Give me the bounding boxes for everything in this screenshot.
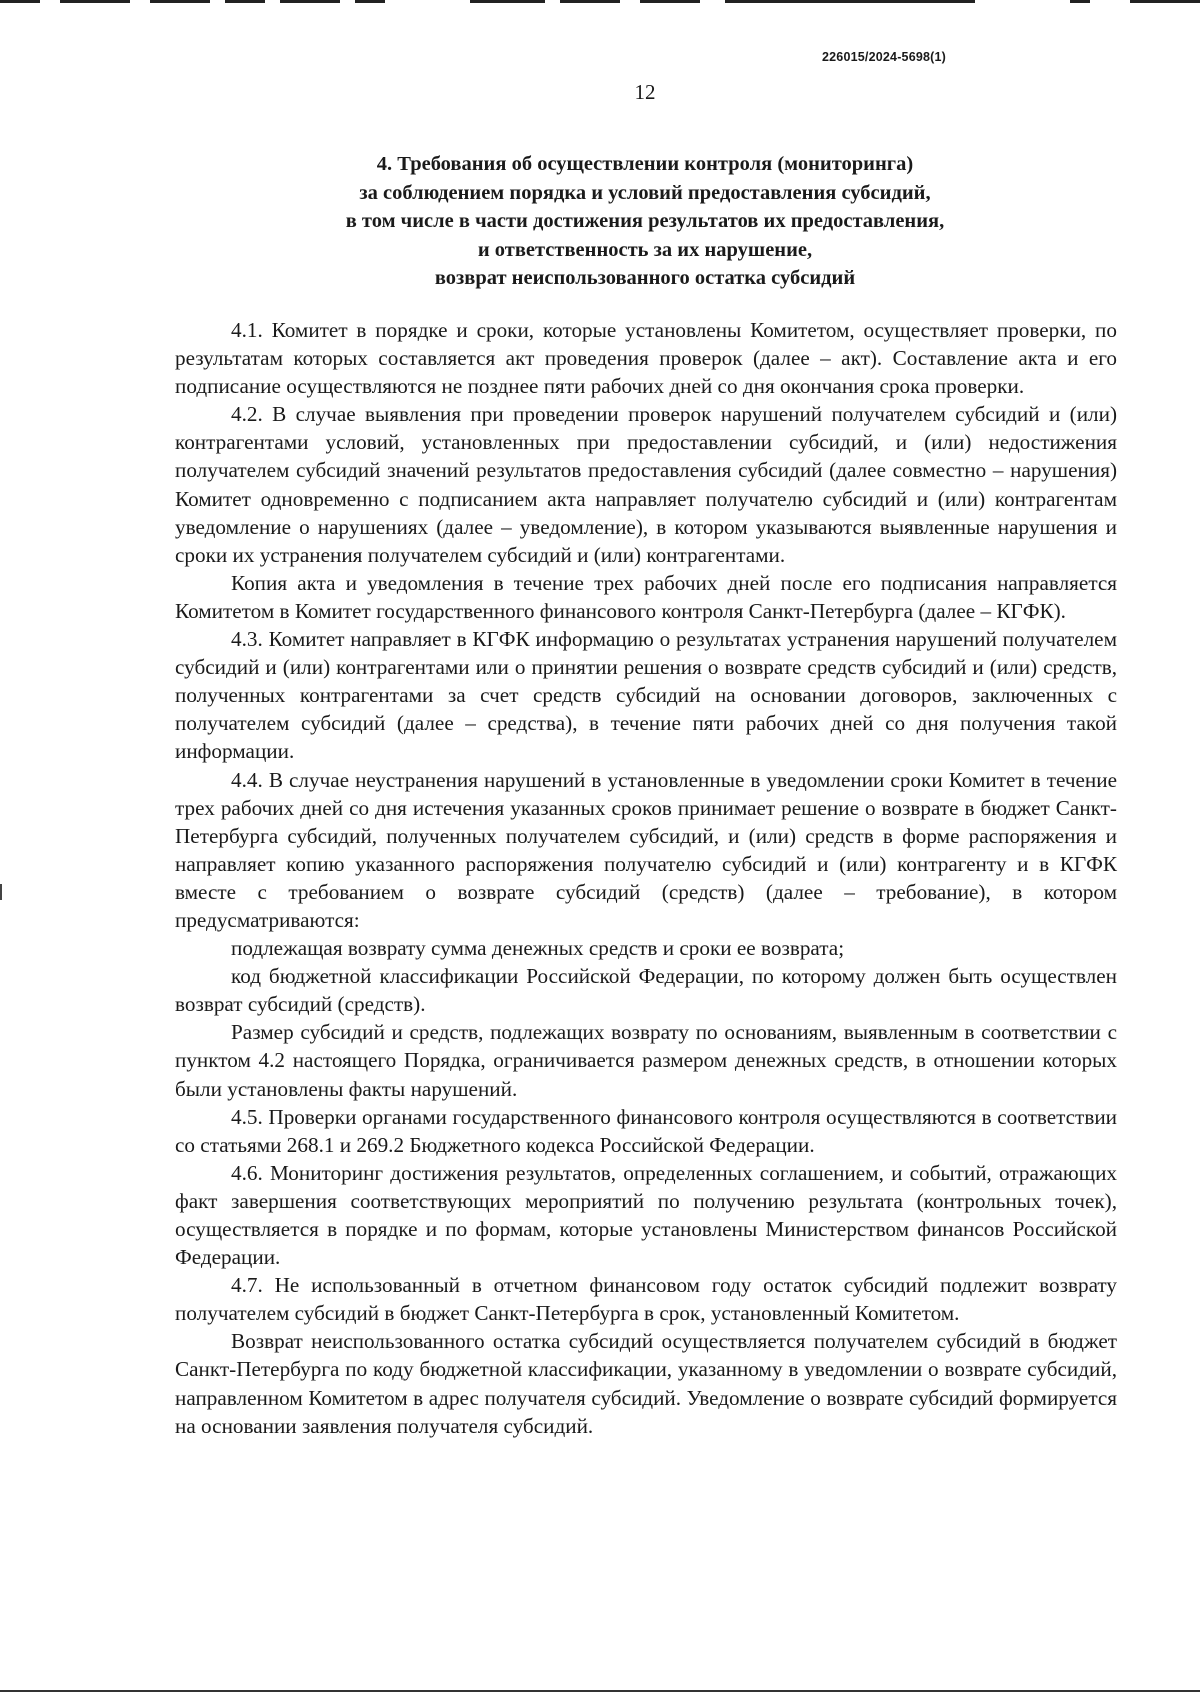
paragraph-4-6: 4.6. Мониторинг достижения результатов, определенных соглашением, и событий, отражающих факт завершения соответствующих мероприятий по получению результата (контрольных точек), осуществляется в порядке и по формам, которые установлены Министерством финансов Российской Федерации. (175, 1160, 1117, 1270)
section-heading (175, 150, 1115, 293)
heading-line: за соблюдением порядка и условий предоставления субсидий, (359, 181, 931, 204)
paragraph-4-4-code: код бюджетной классификации Российской Федерации, по которому должен быть осуществлен возврат субсидий (средств). (175, 964, 1117, 1017)
paragraph-4-5: 4.5. Проверки органами государственного финансового контроля осуществляются в соответствии со статьями 268.1 и 269.2 Бюджетного кодекса Российской Федерации. (175, 1104, 1117, 1157)
heading-line: 4. Требования об осуществлении контроля (мониторинга) (376, 153, 914, 175)
page-number: 12 (634, 80, 656, 104)
paragraph-4-2: 4.2. В случае выявления при проведении проверок нарушений получателем субсидий и (или) контрагентами условий, установленных при предоставлении субсидий, и (или) недостижения получателем субсидий значений результатов предоставления субсидий (далее совместно – нарушения) Комитет одновременно с подписанием акта направляет получателю субсидий и (или) контрагентам уведомление о нарушениях (далее – уведомление), в котором указываются выявленные нарушения и сроки их устранения получателем субсидий и (или) контрагентами. (175, 402, 1117, 567)
scan-edge-top (0, 0, 1200, 4)
paragraph-4-7-return: Возврат неиспользованного остатка субсидий осуществляется получателем субсидий в бюджет Санкт-Петербурга по коду бюджетной классификации, указанному в уведомлении о возврате субсидий, направленном Комитетом в адрес получателя субсидий. Уведомление о возврате субсидий формируется на основании заявления получателя субсидий. (175, 1329, 1117, 1438)
document-registration-number: 226015/2024-5698(1) (822, 50, 947, 64)
paragraph-4-4: 4.4. В случае неустранения нарушений в установленные в уведомлении сроки Комитет в течение трех рабочих дней со дня истечения указанных сроков принимает решение о возврате в бюджет Санкт-Петербурга субсидий, полученных получателем субсидий, и (или) средств в форме распоряжения и направляет копию указанного распоряжения получателю субсидий и (или) контрагенту и в КГФК вместе с требованием о возврате субсидий (средств) (далее – требование), в котором предусматриваются: (175, 767, 1117, 932)
scan-mark-left (0, 884, 2, 900)
paragraph-4-4-amount: подлежащая возврату сумма денежных средств и сроки ее возврата; (231, 936, 845, 961)
paragraph-4-1: 4.1. Комитет в порядке и сроки, которые установлены Комитетом, осуществляет проверки, по результатам которых составляется акт проведения проверок (далее – акт). Составление акта и его подписание осуществляются не позднее пяти рабочих дней со дня окончания срока проверки. (175, 318, 1117, 399)
heading-line: и ответственность за их нарушение, (477, 238, 813, 261)
scan-edge-bottom (0, 1690, 1200, 1692)
heading-line: в том числе в части достижения результатов их предоставления, (345, 210, 945, 232)
paragraph-4-3: 4.3. Комитет направляет в КГФК информацию о результатах устранения нарушений получателем субсидий и (или) контрагентами или о принятии решения о возврате средств субсидий и (или) средств, полученных контрагентами за счет средств субсидий на основании договоров, заключенных с получателем субсидий (далее – средства), в течение пяти рабочих дней со дня получения такой информации. (175, 627, 1117, 764)
heading-line: возврат неиспользованного остатка субсидий (434, 267, 856, 289)
paragraph-4-4-size: Размер субсидий и средств, подлежащих возврату по основаниям, выявленным в соответствии с пунктом 4.2 настоящего Порядка, ограничивается размером денежных средств, в отношении которых были установлены факты нарушений. (175, 1020, 1117, 1101)
document-body (175, 316, 1117, 1440)
paragraph-4-7: 4.7. Не использованный в отчетном финансовом году остаток субсидий подлежит возврату получателем субсидий в бюджет Санкт-Петербурга в срок, установленный Комитетом. (175, 1273, 1117, 1326)
paragraph-4-2-copy: Копия акта и уведомления в течение трех рабочих дней после его подписания направляется Комитетом в Комитет государственного финансового контроля Санкт-Петербурга (далее – КГФК). (175, 570, 1117, 623)
